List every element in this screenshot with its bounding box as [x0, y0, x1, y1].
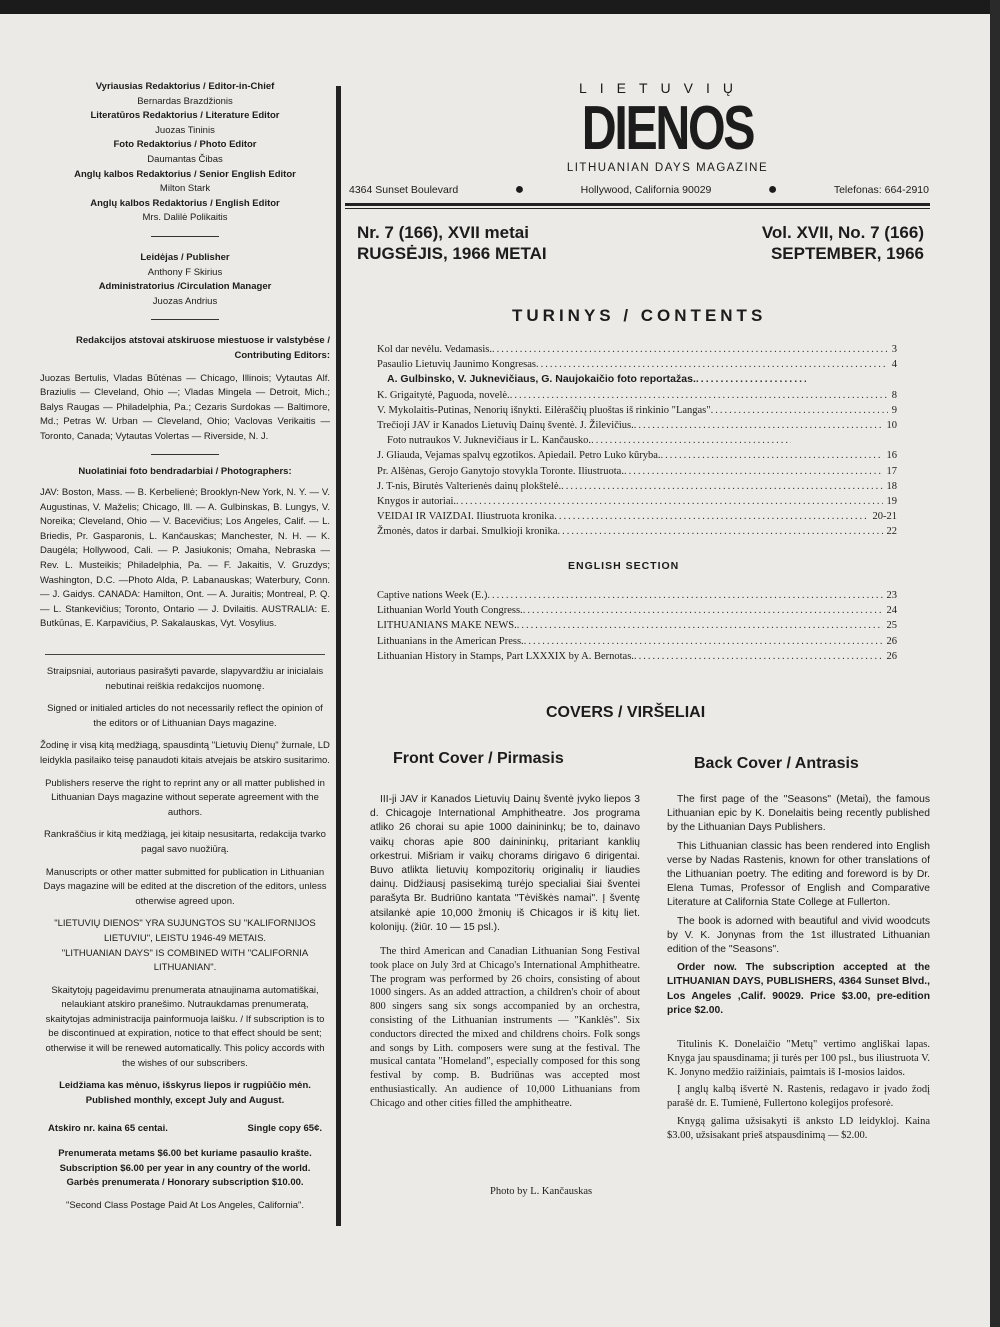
subscription-rates [40, 1147, 330, 1191]
back-cover-lt-para: Į anglų kalbą išvertė N. Rastenis, redagavo ir įvado žodį parašė dr. E. Tumienė, Fullertono kolegijos profesorė. [667, 1084, 930, 1110]
toc-page: 10 [886, 420, 897, 432]
toc-leader [561, 479, 882, 494]
toc-leader [711, 403, 888, 418]
toc-title: Pasaulio Lietuvių Jaunimo Kongresas [377, 359, 536, 371]
toc-entry [377, 649, 897, 664]
issue-number-en: Vol. XVII, No. 7 (166) [761, 223, 924, 242]
front-cover-text [370, 793, 640, 1111]
toc-title: Pr. Alšėnas, Gerojo Ganytojo stovykla Toronte. Iliustruota. [377, 465, 624, 477]
toc-page: 20-21 [872, 511, 897, 523]
toc-leader [624, 464, 883, 479]
toc-leader [536, 357, 888, 372]
note: Manuscripts or other matter submitted for publication in Lithuanian Days magazine will be edited at the discretion of the editors, unless otherwise agreed upon. [43, 866, 327, 907]
toc-page: 4 [891, 359, 897, 371]
toc-entry [377, 588, 897, 603]
street-address: 4364 Sunset Boulevard [349, 184, 459, 196]
toc-title: Lithuanian History in Stamps, Part LXXXIX by A. Bernotas. [377, 650, 634, 662]
single-copy-price [40, 1122, 330, 1137]
staff-line: Vyriausias Redaktorius / Editor-in-Chief [95, 81, 275, 92]
toc-title: A. Gulbinsko, V. Juknevičiaus, G. Naujokaičio foto reportažas. [387, 373, 696, 386]
toc-leader [517, 618, 883, 633]
masthead-rule-thin [345, 208, 930, 209]
divider [151, 236, 219, 237]
toc-entry [377, 464, 897, 479]
staff-line: Milton Stark [159, 183, 211, 195]
masthead-logo: DIENOS [581, 94, 754, 163]
toc-entry [377, 372, 897, 387]
toc-leader [487, 588, 882, 603]
toc-title: Kol dar nevėlu. Vedamasis. [377, 344, 492, 355]
back-cover-para: This Lithuanian classic has been rendered into English verse by Nadas Rastenis, known for other translations of the Lithuanian poetry. The editing and foreword is by Dr. Elena Tumas, Professor of English and Comparative Literature at California State College at Fullerton. [667, 840, 930, 909]
front-cover-heading: Front Cover / Pirmasis [393, 750, 564, 767]
column-divider [336, 86, 341, 1226]
toc-page: 18 [886, 480, 897, 492]
contents-list [377, 342, 897, 540]
phone-number: Telefonas: 664-2910 [833, 184, 929, 196]
publisher-block [40, 251, 330, 309]
staff-line: Anglų kalbos Redaktorius / Senior English Editor [74, 168, 296, 180]
divider [45, 654, 325, 655]
toc-leader [591, 433, 791, 448]
toc-page: 26 [886, 635, 897, 647]
toc-page: 9 [891, 404, 897, 416]
toc-leader [661, 448, 883, 463]
contributing-editors-list: Juozas Bertulis, Vladas Būtėnas — Chicago, Illinois; Vytautas Alf. Braziulis — Cleveland, Ohio —; Vladas Mingela — Detroit, Mich.; Balys Raugas — Philadelphia, Pa.; Cezaris Surdokas — Baltimore, Md.; Petras W. Urban — Cleveland, Ohio; Vaclovas Verikaitis — Toronto, Canada; Vytautas Volertas — Riverside, N. J. [40, 372, 330, 442]
note: Publishers reserve the right to reprint any or all matter published in Lithuanian Days magazine without seperate agreement with the authors. [45, 777, 325, 818]
toc-leader [634, 418, 883, 433]
staff-line: Juozas Tininis [155, 124, 215, 136]
divider [151, 454, 219, 455]
staff-line: Anglų kalbos Redaktorius / English Editor [90, 197, 280, 209]
monthly-line: Leidžiama kas mėnuo, išskyrus liepos ir rugpiūčio mėn. [59, 1080, 311, 1092]
price-en: Single copy 65¢. [247, 1123, 322, 1135]
contents-heading: TURINYS / CONTENTS [512, 306, 767, 325]
photographers-list: JAV: Boston, Mass. — B. Kerbelienė; Brooklyn-New York, N. Y. — V. Augustinas, V. Maželis; Chicago, Ill. — A. Gulbinskas, B. Lungys, V. Noreika; Cleveland, Ohio — V. Bacevičius; Los Angeles, Calif. — L. Briedis, Pr. Gasparonis, L. Kančauskas; Manchester, N. H. — K. Daugėla; Hollywood, Cali. — P. Jasiukonis; Omaha, Nebraska — Rev. L. Musteikis; Philadelphia, Pa. — F. Jakaitis, V. Gruzdys; Washington, D.C. —Photo Alda, P. Labanauskas; Waterbury, Conn. — J. Gaidys. CANADA: Hamilton, Ont. — A. Juraitis; Montreal, P. Q. — L. Stankevičius; Toronto, Ontario — J. Dvilaitis. AUSTRALIA: E. Butkūnas, E. Karpavičius, P. Sakalauskas, Vyt. Vosylius. [40, 487, 330, 630]
toc-title: LITHUANIANS MAKE NEWS. [377, 620, 517, 632]
scan-right-edge [990, 0, 1000, 1327]
issue-number-lt: Nr. 7 (166), XVII metai [357, 223, 529, 242]
divider [151, 319, 219, 320]
toc-title: Captive nations Week (E.) [377, 590, 488, 601]
back-cover-para: The first page of the "Seasons" (Metai), the famous Lithuanian epic by K. Donelaitis being recently published by the Lithuanian Days Publishers. [667, 794, 930, 834]
note: Rankraščius ir kitą medžiagą, jei kitaip nesusitarta, redakcija tvarko pagal savo nuožiūrą. [44, 829, 326, 855]
issue-info-lt [357, 222, 547, 264]
staff-line: Mrs. Dalilė Polikaitis [142, 212, 228, 224]
monthly-line: Published monthly, except July and August. [85, 1094, 285, 1106]
contributing-editors-heading: Redakcijos atstovai atskiruose miestuose ir valstybėse / Contributing Editors: [76, 335, 330, 361]
merge-note: "LIETUVIŲ DIENOS" YRA SUJUNGTOS SU "KALIFORNIJOS LIETUVIU", LEISTU 1946-49 METAIS. [54, 918, 316, 944]
toc-entry [377, 479, 897, 494]
staff-list [40, 80, 330, 226]
toc-entry [377, 403, 897, 418]
address-line [349, 181, 929, 198]
toc-title: Trečioji JAV ir Kanados Lietuvių Dainų šventė. J. Žilevičius. [377, 420, 634, 432]
rate-line: Subscription $6.00 per year in any country of the world. [59, 1162, 311, 1174]
toc-leader [492, 342, 888, 357]
toc-entry [377, 494, 897, 509]
toc-leader [696, 372, 806, 387]
toc-page: 26 [886, 650, 897, 662]
toc-page: 8 [891, 389, 897, 401]
note: Signed or initialed articles do not necessarily reflect the opinion of the editors or of Lithuanian Days magazine. [47, 703, 323, 729]
toc-entry [377, 342, 897, 357]
toc-page: 24 [886, 605, 897, 617]
photographers-heading: Nuolatiniai foto bendradarbiai / Photographers: [78, 466, 292, 478]
back-cover-text [667, 793, 930, 1147]
toc-title: V. Mykolaitis-Putinas, Nenorių išnykti. Eilėraščių pluoštas iš rinkinio "Langas" [377, 404, 711, 416]
photo-credit: Photo by L. Kančauskas [490, 1186, 593, 1197]
toc-page: 25 [886, 620, 897, 632]
publisher-line: Juozas Andrius [152, 295, 218, 307]
issue-date-lt: RUGSĖJIS, 1966 METAI [357, 244, 547, 263]
toc-leader [523, 603, 883, 618]
toc-entry [377, 448, 897, 463]
back-cover-heading: Back Cover / Antrasis [694, 755, 859, 772]
toc-page: 3 [891, 344, 897, 355]
scan-top-edge [0, 0, 1000, 14]
monthly-note [40, 1079, 330, 1108]
toc-page: 16 [886, 450, 897, 462]
toc-title: Foto nutraukos V. Juknevičiaus ir L. Kančausko. [387, 435, 592, 447]
english-contents-list [377, 588, 897, 664]
rate-line: Garbės prenumerata / Honorary subscription $10.00. [66, 1177, 304, 1189]
front-cover-en: The third American and Canadian Lithuanian Song Festival took place on July 3rd at Chicago's International Amphitheatre. The program was performed by 26 choirs, consisting of about 1000 singers. As an added attraction, a children's choir of about 800 singers sang six songs accompanied by an orchestra, consisting of the Lithuanian instruments — "Kanklės". Six conductors directed the mixed and childrens choirs. Folk songs and songs by Lith. composers were sung at the festival. The musical cantata "Homeland", especially composed for this song festival by comp. B. Budriūnas was accepted most enthusiastically. An audience of 10,000 Lithuanians from Chicago and other cities filled the amphitheatre. [370, 946, 640, 1109]
toc-leader [558, 524, 883, 539]
publisher-line: Anthony F Skirius [147, 266, 223, 278]
toc-title: Žmonės, datos ir darbai. Smulkioji kronika [377, 526, 558, 538]
staff-line: Foto Redaktorius / Photo Editor [113, 139, 257, 151]
note: Straipsniai, autoriaus pasirašyti pavarde, slapyvardžiu ar inicialais nebutinai reiškia redakcijos nuomonę. [46, 666, 324, 692]
note: Žodinę ir visą kitą medžiagą, spausdintą "Lietuvių Dienų" žurnale, LD leidykla pasilaiko teisę panaudoti kitais atvejais be atskiro susitarimo. [40, 740, 330, 766]
publisher-line: Administratorius /Circulation Manager [98, 281, 272, 293]
toc-entry [377, 524, 897, 539]
toc-entry [377, 433, 897, 448]
publisher-line: Leidėjas / Publisher [140, 251, 230, 263]
toc-leader [634, 649, 883, 664]
toc-title: Lithuanians in the American Press. [377, 635, 524, 647]
toc-title: J. Gliauda, Vejamas spalvų egzotikos. Apiedail. Petro Luko kūryba. [377, 450, 661, 462]
toc-entry [377, 634, 897, 649]
back-cover-para: Order now. The subscription accepted at the LITHUANIAN DAYS, PUBLISHERS, 4364 Sunset Blvd., Los Angeles ,Calif. 90029. Price $3.00, pre-edition price $2.00. [667, 962, 930, 1016]
toc-page: 19 [886, 496, 897, 508]
bullet-icon: ● [514, 181, 525, 198]
masthead-top: LIETUVIŲ [578, 80, 746, 96]
toc-page: 17 [886, 465, 897, 477]
toc-leader [510, 388, 888, 403]
toc-title: J. T-nis, Birutės Valterienės dainų plokštelė. [377, 480, 562, 492]
toc-entry [377, 618, 897, 633]
rate-line: Prenumerata metams $6.00 bet kuriame pasaulio krašte. [58, 1148, 312, 1160]
back-cover-para: The book is adorned with beautiful and vivid woodcuts by V. K. Jonynas from the 1st illustrated Lithuanian edition of the "Seasons". [667, 915, 930, 956]
toc-page: 22 [886, 526, 897, 538]
toc-entry [377, 388, 897, 403]
toc-page: 23 [886, 590, 897, 601]
bullet-icon: ● [767, 181, 778, 198]
toc-title: VEIDAI IR VAIZDAI. Iliustruota kronika [377, 511, 555, 523]
back-cover-lt-para: Titulinis K. Donelaičio "Metų" vertimo angliškai lapas. Knyga jau spausdinama; ji turės per 100 psl., bus iliustruota V. K. Jonyno medžio raižiniais, paimtais iš I-mosios laidos. [667, 1039, 930, 1078]
toc-title: K. Grigaitytė, Paguoda, novelė. [377, 389, 510, 401]
issue-date-en: SEPTEMBER, 1966 [770, 244, 924, 263]
masthead-rule [345, 203, 930, 206]
postage-note: "Second Class Postage Paid At Los Angeles, California". [65, 1199, 305, 1211]
toc-entry [377, 509, 897, 524]
toc-title: Lithuanian World Youth Congress. [377, 605, 523, 617]
issue-info-en [762, 222, 924, 264]
toc-leader [456, 494, 882, 509]
masthead [345, 80, 930, 174]
masthead-subtitle: LITHUANIAN DAYS MAGAZINE [566, 162, 769, 174]
toc-entry [377, 418, 897, 433]
merge-note: "LITHUANIAN DAYS" IS COMBINED WITH "CALIFORNIA LITHUANIAN". [61, 947, 309, 974]
english-section-heading: ENGLISH SECTION [568, 560, 680, 572]
price-lt: Atskiro nr. kaina 65 centai. [48, 1123, 168, 1135]
toc-title: Knygos ir autoriai. [377, 496, 457, 508]
staff-line: Bernardas Brazdžionis [137, 95, 233, 107]
back-cover-lt-para: Knygą galima užsisakyti iš anksto LD leidykloj. Kaina $3.00, užsisakant prieš atspausdinimą — $2.00. [667, 1116, 930, 1141]
staff-line: Literatūros Redaktorius / Literature Editor [90, 110, 280, 122]
city-address: Hollywood, California 90029 [580, 184, 712, 196]
toc-entry [377, 357, 897, 372]
covers-heading: COVERS / VIRŠELIAI [546, 704, 706, 721]
subscription-note: Skaitytojų pageidavimu prenumerata atnaujinama automatiškai, nelaukiant atskiro pranešimo. Nutraukdamas prenumeratą, skaitytojas administracija painformuoja laišku. / If subscription is to be discontinued at expiration, notice to that effect should be sent; otherwise it will be renewed automatically. This policy accords with the wishes of our subscribers. [45, 984, 325, 1069]
front-cover-lt: III-ji JAV ir Kanados Lietuvių Dainų šventė įvyko liepos 3 d. Chicagoje International Amphitheatre. Jos programa atliko 26 chorai su apie 1000 dainininkų; be to, dainavo vaikų choras apie 800 dainininkų, pritariant kanklių orkestrui. Mišriam ir vaikų chorams dirigavo 6 dirigentai. Buvo atlikta lietuvių kompozitorių originalių ir liaudies dainų. Didžiausį pasisekimą turėjo specialiai šiai šventei parašyta Br. Budriūno kantata "Tėviškės namai". Į šventę atsilankė apie 10,000 žmonių iš Chicagos ir iš kitų liet. kolonijų. (žiūr. 10 — 15 psl.). [370, 794, 640, 933]
staff-line: Daumantas Čibas [147, 153, 223, 165]
toc-entry [377, 603, 897, 618]
toc-leader [524, 634, 883, 649]
toc-leader [554, 509, 868, 524]
staff-column [40, 80, 330, 1213]
